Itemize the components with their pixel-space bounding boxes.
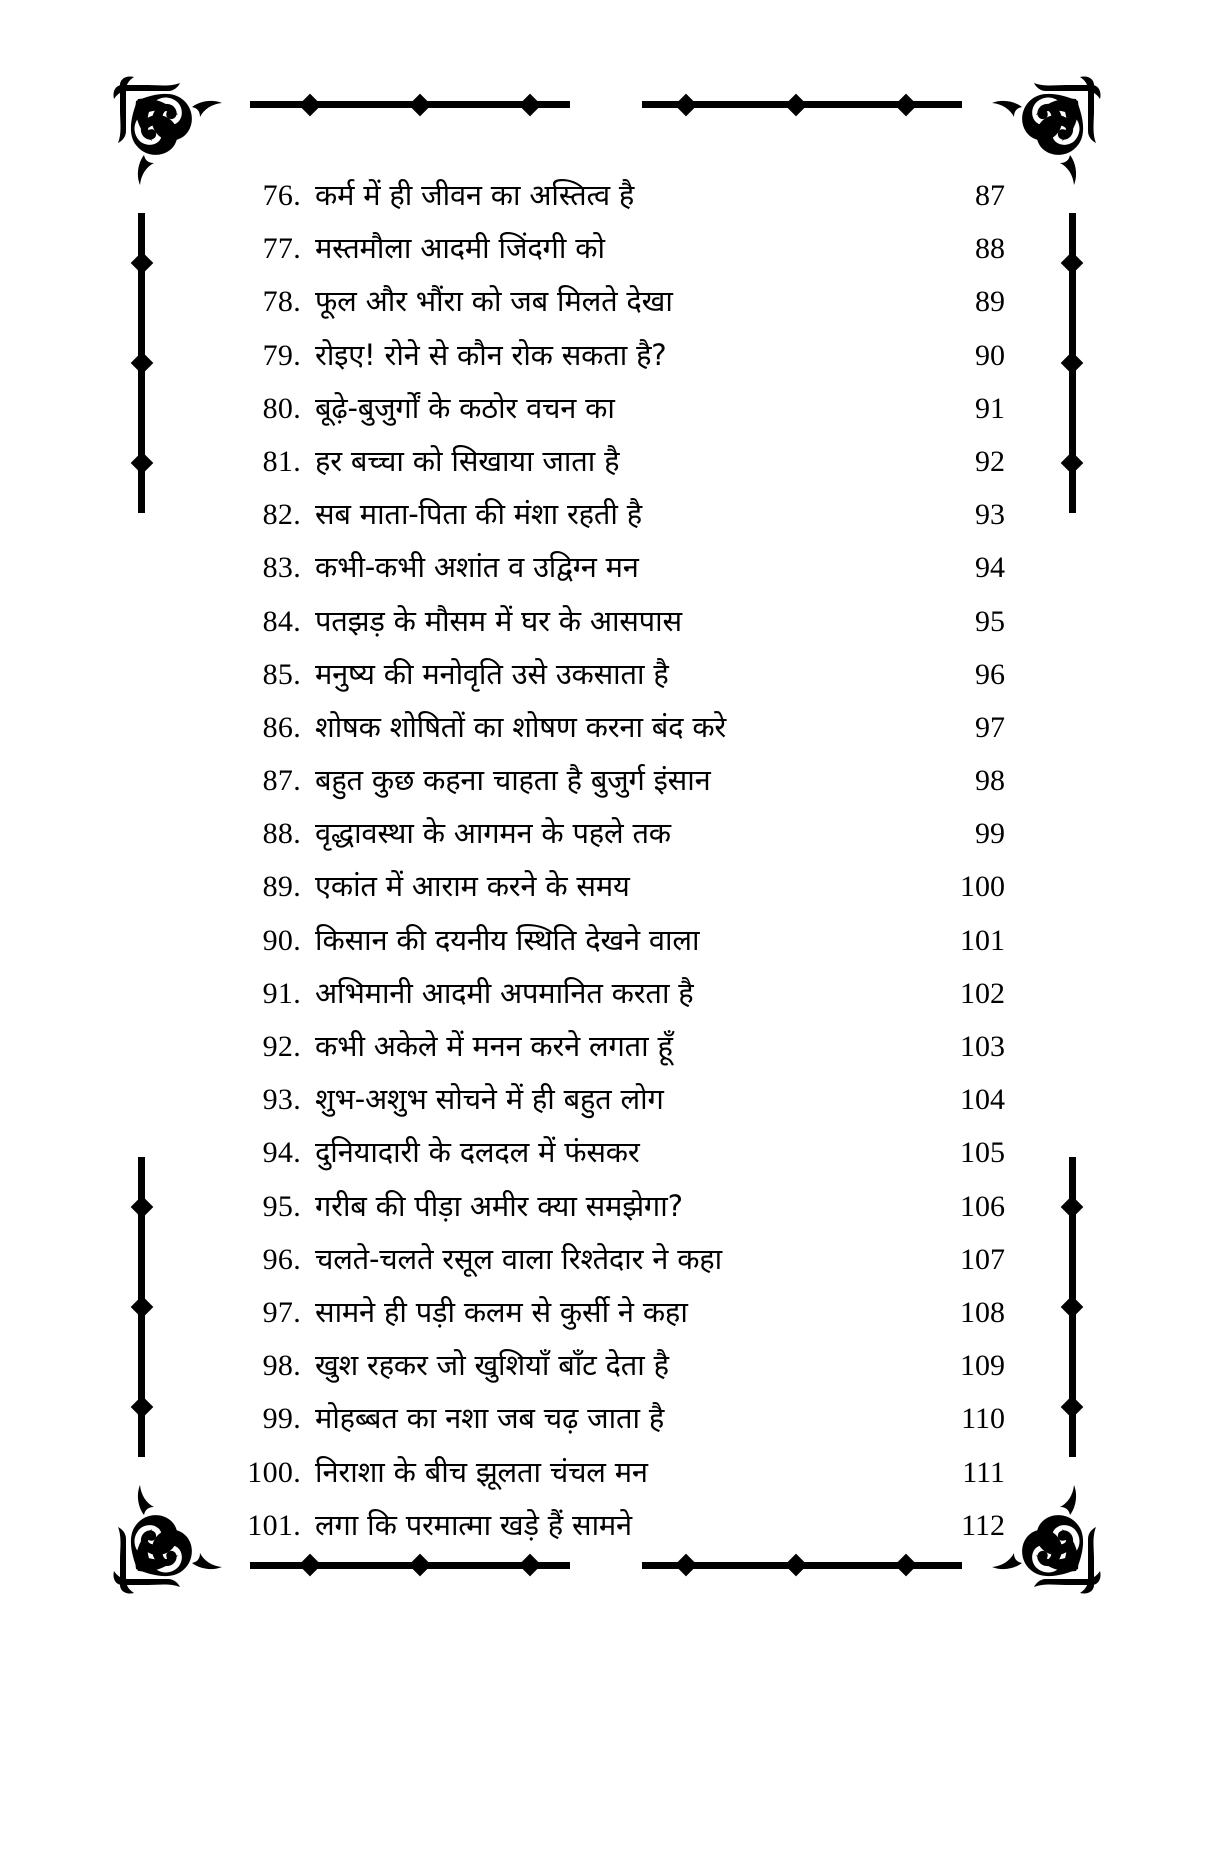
toc-entry-page-number: 101 xyxy=(960,923,1005,957)
toc-entry-title: मोहब्बत का नशा जब चढ़ जाता है xyxy=(315,1401,665,1436)
toc-entry-page-number: 93 xyxy=(975,498,1005,532)
toc-entry-page-number: 110 xyxy=(961,1402,1005,1436)
toc-entry[interactable] xyxy=(215,813,1005,866)
toc-entry[interactable] xyxy=(215,1239,1005,1292)
toc-entry-page-number: 107 xyxy=(960,1242,1005,1276)
toc-entry[interactable] xyxy=(215,601,1005,654)
toc-entry-number: 96. xyxy=(262,1242,301,1276)
diamond-ornament xyxy=(895,94,918,117)
toc-entry[interactable] xyxy=(215,1452,1005,1505)
toc-entry-title: हर बच्चा को सिखाया जाता है xyxy=(315,443,620,478)
toc-entry[interactable] xyxy=(215,1505,1005,1558)
diamond-ornament xyxy=(131,452,154,475)
toc-entry-title: फूल और भौंरा को जब मिलते देखा xyxy=(315,284,673,319)
toc-entry[interactable] xyxy=(215,1292,1005,1345)
diamond-ornament xyxy=(1061,252,1084,275)
toc-entry-page-number: 108 xyxy=(960,1295,1005,1329)
toc-entry-title: पतझड़ के मौसम में घर के आसपास xyxy=(315,603,682,638)
diamond-ornament xyxy=(131,252,154,275)
toc-entry[interactable] xyxy=(215,494,1005,547)
toc-entry-page-number: 102 xyxy=(960,976,1005,1010)
diamond-ornament xyxy=(299,94,322,117)
toc-entry-page-number: 95 xyxy=(975,604,1005,638)
toc-entry-title: कर्म में ही जीवन का अस्तित्व है xyxy=(315,178,635,212)
toc-entry[interactable] xyxy=(215,1398,1005,1451)
diamond-ornament xyxy=(131,1196,154,1219)
toc-entry[interactable] xyxy=(215,654,1005,707)
diamond-ornament xyxy=(1061,1296,1084,1319)
toc-entry-title: कभी अकेले में मनन करने लगता हूँ xyxy=(315,1029,673,1063)
toc-entry[interactable] xyxy=(215,1345,1005,1398)
toc-entry[interactable] xyxy=(215,866,1005,919)
toc-entry-number: 84. xyxy=(262,604,301,638)
toc-entry[interactable] xyxy=(215,1186,1005,1239)
toc-entry-page-number: 99 xyxy=(975,817,1005,851)
toc-entry[interactable] xyxy=(215,1132,1005,1185)
border-rule-left-top xyxy=(138,213,145,513)
border-rule-right-bottom xyxy=(1069,1157,1076,1457)
toc-entry[interactable] xyxy=(215,281,1005,334)
toc-entry-page-number: 96 xyxy=(975,657,1005,691)
toc-entry-title: अभिमानी आदमी अपमानित करता है xyxy=(315,975,694,1010)
diamond-ornament xyxy=(409,94,432,117)
toc-entry-page-number: 90 xyxy=(975,338,1005,372)
border-rule-left-bottom xyxy=(138,1157,145,1457)
toc-entry-page-number: 109 xyxy=(960,1349,1005,1383)
diamond-ornament xyxy=(1061,1396,1084,1419)
toc-entry[interactable] xyxy=(215,973,1005,1026)
toc-entry-title: शुभ-अशुभ सोचने में ही बहुत लोग xyxy=(315,1082,664,1117)
toc-entry[interactable] xyxy=(215,335,1005,388)
toc-entry-number: 78. xyxy=(262,285,301,319)
toc-entry-title: एकांत में आराम करने के समय xyxy=(315,869,630,904)
toc-entry-page-number: 97 xyxy=(975,710,1005,744)
toc-entry-title: निराशा के बीच झूलता चंचल मन xyxy=(315,1454,648,1489)
toc-entry[interactable] xyxy=(215,760,1005,813)
toc-entry-number: 94. xyxy=(262,1136,301,1170)
toc-entry-number: 77. xyxy=(262,232,301,266)
toc-entry-page-number: 106 xyxy=(960,1189,1005,1223)
toc-entry-page-number: 111 xyxy=(962,1455,1005,1489)
toc-entry-title: वृद्धावस्था के आगमन के पहले तक xyxy=(315,816,671,851)
toc-entry[interactable] xyxy=(215,388,1005,441)
diamond-ornament xyxy=(131,1296,154,1319)
toc-entry-number: 91. xyxy=(262,976,301,1010)
toc-entry-title: दुनियादारी के दलदल में फंसकर xyxy=(315,1135,640,1170)
diamond-ornament xyxy=(131,352,154,375)
toc-entry-number: 99. xyxy=(262,1402,301,1436)
toc-entry-number: 80. xyxy=(262,391,301,425)
border-rule-top-left xyxy=(250,101,570,108)
border-rule-right-top xyxy=(1069,213,1076,513)
diamond-ornament xyxy=(675,94,698,117)
toc-entry-title: मस्तमौला आदमी जिंदगी को xyxy=(315,231,605,266)
diamond-ornament xyxy=(1061,352,1084,375)
toc-entry-page-number: 112 xyxy=(961,1508,1005,1542)
diamond-ornament xyxy=(131,1396,154,1419)
toc-entry-page-number: 94 xyxy=(975,551,1005,585)
border-rule-bottom-left xyxy=(250,1562,570,1569)
toc-entry-number: 90. xyxy=(262,923,301,957)
toc-entry[interactable] xyxy=(215,547,1005,600)
toc-entry[interactable] xyxy=(215,441,1005,494)
toc-entry[interactable] xyxy=(215,175,1005,228)
toc-entry-number: 82. xyxy=(262,498,301,532)
toc-entry[interactable] xyxy=(215,1026,1005,1079)
toc-entry-number: 101. xyxy=(247,1508,301,1542)
toc-entry-page-number: 104 xyxy=(960,1083,1005,1117)
diamond-ornament xyxy=(519,94,542,117)
toc-entry-page-number: 88 xyxy=(975,232,1005,266)
toc-entry-page-number: 98 xyxy=(975,764,1005,798)
toc-entry-page-number: 105 xyxy=(960,1136,1005,1170)
toc-entry[interactable] xyxy=(215,228,1005,281)
toc-entry-title: शोषक शोषितों का शोषण करना बंद करे xyxy=(315,709,727,744)
toc-entry-page-number: 103 xyxy=(960,1030,1005,1063)
toc-entry-title: कभी-कभी अशांत व उद्विग्न मन xyxy=(315,550,639,585)
toc-entry-number: 85. xyxy=(262,657,301,691)
toc-entry-title: चलते-चलते रसूल वाला रिश्तेदार ने कहा xyxy=(315,1241,722,1276)
toc-entry-page-number: 87 xyxy=(975,179,1005,212)
toc-entry-number: 95. xyxy=(262,1189,301,1223)
toc-entry-title: खुश रहकर जो खुशियाँ बाँट देता है xyxy=(315,1348,669,1383)
toc-entry-title: रोइए! रोने से कौन रोक सकता है? xyxy=(315,337,667,372)
toc-entry-number: 88. xyxy=(262,817,301,851)
toc-entry-number: 89. xyxy=(262,870,301,904)
toc-entry-title: लगा कि परमात्मा खड़े हैं सामने xyxy=(315,1507,632,1542)
table-of-contents xyxy=(215,175,1005,1558)
toc-entry[interactable] xyxy=(215,707,1005,760)
toc-entry-number: 76. xyxy=(262,179,301,212)
toc-entry-title: सब माता-पिता की मंशा रहती है xyxy=(315,497,642,532)
toc-entry[interactable] xyxy=(215,1079,1005,1132)
toc-entry-page-number: 91 xyxy=(975,391,1005,425)
toc-entry-title: बूढ़े-बुजुर्गों के कठोर वचन का xyxy=(315,390,615,425)
toc-entry-page-number: 89 xyxy=(975,285,1005,319)
toc-entry-title: सामने ही पड़ी कलम से कुर्सी ने कहा xyxy=(315,1294,688,1329)
toc-entry-number: 98. xyxy=(262,1349,301,1383)
toc-entry-page-number: 92 xyxy=(975,444,1005,478)
border-rule-top-right xyxy=(642,101,962,108)
toc-entry-number: 100. xyxy=(247,1455,301,1489)
toc-entry[interactable] xyxy=(215,920,1005,973)
toc-entry-number: 86. xyxy=(262,710,301,744)
toc-entry-title: किसान की दयनीय स्थिति देखने वाला xyxy=(315,922,700,957)
toc-entry-number: 79. xyxy=(262,338,301,372)
toc-entry-number: 87. xyxy=(262,764,301,798)
toc-entry-page-number: 100 xyxy=(960,870,1005,904)
border-rule-bottom-right xyxy=(642,1562,962,1569)
toc-entry-title: मनुष्य की मनोवृति उसे उकसाता है xyxy=(315,656,669,691)
toc-entry-number: 83. xyxy=(262,551,301,585)
toc-entry-title: बहुत कुछ कहना चाहता है बुजुर्ग इंसान xyxy=(315,763,711,798)
toc-entry-title: गरीब की पीड़ा अमीर क्या समझेगा? xyxy=(315,1188,683,1223)
toc-entry-number: 92. xyxy=(262,1030,301,1063)
diamond-ornament xyxy=(1061,452,1084,475)
diamond-ornament xyxy=(1061,1196,1084,1219)
toc-entry-number: 81. xyxy=(262,444,301,478)
toc-entry-number: 97. xyxy=(262,1295,301,1329)
toc-entry-number: 93. xyxy=(262,1083,301,1117)
diamond-ornament xyxy=(785,94,808,117)
